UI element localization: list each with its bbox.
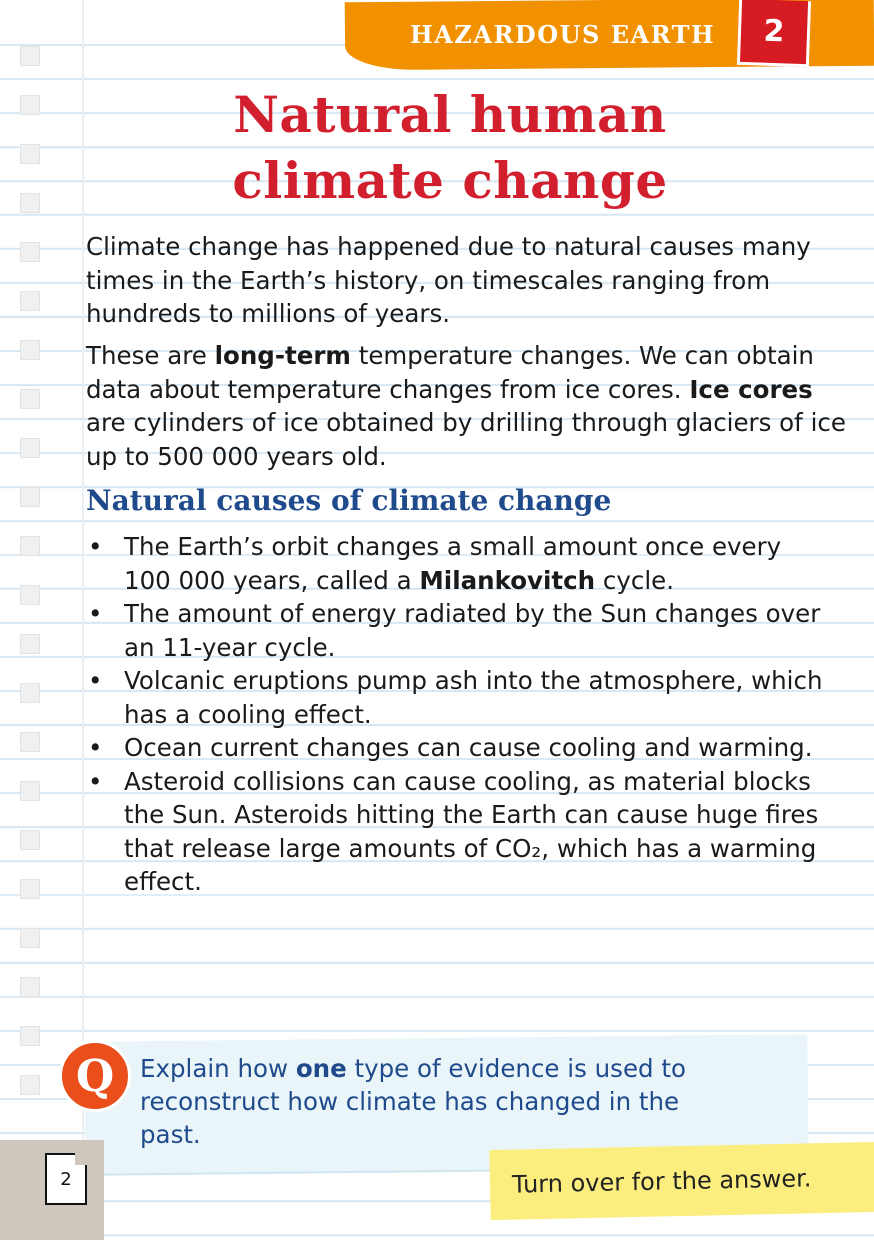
list-item: • Volcanic eruptions pump ash into the atmosphere, which has a cooling effect. xyxy=(86,664,826,731)
list-item: • Ocean current changes can cause cooling and warming. xyxy=(86,731,826,765)
list-item: • Asteroid collisions can cause cooling, as material blocks the Sun. Asteroids hitting the Earth can cause huge fires that release large amounts of CO₂, which has a warming effect. xyxy=(86,765,826,899)
page-title xyxy=(100,82,800,214)
bullet-1-end: cycle. xyxy=(595,565,674,595)
binder-hole xyxy=(20,193,40,213)
binder-hole xyxy=(20,46,40,66)
bullet-1-text: The Earth’s orbit changes a small amount once every 100 000 years, called a xyxy=(124,532,782,595)
chapter-number-badge: 2 xyxy=(737,0,811,67)
question-icon: Q xyxy=(59,1040,131,1112)
question-bold: one xyxy=(295,1054,347,1083)
binder-hole xyxy=(20,340,40,360)
causes-list xyxy=(86,530,826,899)
p2-bold-ice-cores: Ice cores xyxy=(689,374,813,404)
binder-hole xyxy=(20,634,40,654)
p2-text-3: are cylinders of ice obtained by drilling through glaciers of ice up to 500 000 years old. xyxy=(86,408,846,471)
binder-hole xyxy=(20,732,40,752)
binder-hole xyxy=(20,683,40,703)
binder-hole xyxy=(20,585,40,605)
binder-hole xyxy=(20,487,40,507)
p2-text-1: These are xyxy=(86,341,215,370)
p2-bold-long-term: long-term xyxy=(214,341,351,370)
binder-hole xyxy=(20,781,40,801)
binder-hole xyxy=(20,291,40,311)
page-title-line-2: climate change xyxy=(232,151,668,210)
intro-paragraph-1: Climate change has happened due to natural causes many times in the Earth’s history, on timescales ranging from hundreds to millions of years. xyxy=(86,232,811,328)
binder-hole xyxy=(20,928,40,948)
binder-hole xyxy=(20,242,40,262)
binder-hole xyxy=(20,879,40,899)
question-text xyxy=(140,1052,740,1151)
binder-hole xyxy=(20,1075,40,1095)
binder-hole xyxy=(20,977,40,997)
binder-hole xyxy=(20,438,40,458)
list-item: • The amount of energy radiated by the Sun changes over an 11-year cycle. xyxy=(86,597,826,664)
section-title: HAZARDOUS EARTH xyxy=(410,20,716,49)
binder-hole xyxy=(20,536,40,556)
intro-paragraph-2 xyxy=(86,339,846,473)
question-text-2: type of evidence is used to reconstruct how climate has changed in the past. xyxy=(140,1054,686,1149)
binder-hole xyxy=(20,830,40,850)
answer-sticky-note: Turn over for the answer. xyxy=(489,1142,874,1220)
binder-hole xyxy=(20,389,40,409)
page-number: 2 xyxy=(45,1153,87,1205)
binder-holes xyxy=(20,46,40,1124)
question-text-1: Explain how xyxy=(140,1054,296,1083)
bullet-1-bold: Milankovitch xyxy=(419,565,596,595)
binder-hole xyxy=(20,1026,40,1046)
binder-hole xyxy=(20,95,40,115)
section-heading: Natural causes of climate change xyxy=(86,484,612,517)
binder-hole xyxy=(20,144,40,164)
list-item xyxy=(86,530,826,597)
page-title-line-1: Natural human xyxy=(233,85,667,144)
p2-text-2: temperature changes. We can obtain data about temperature changes from ice cores. xyxy=(86,341,814,404)
